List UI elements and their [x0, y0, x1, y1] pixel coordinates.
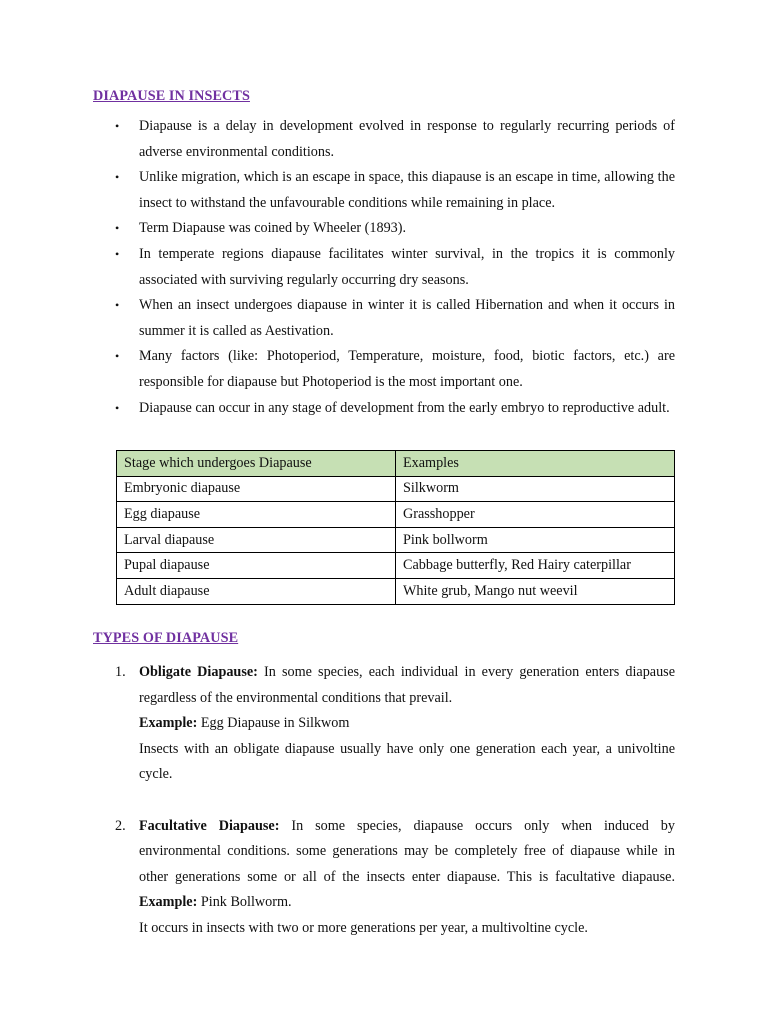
bullet-item: [93, 293, 675, 344]
table-cell-stage: Pupal diapause: [117, 553, 396, 579]
table-cell-example: White grub, Mango nut weevil: [396, 578, 675, 604]
bullet-text: Unlike migration, which is an escape in space, this diapause is an escape in time, allowing the insect to withstand the unfavourable conditions while remaining in place.: [139, 169, 675, 211]
table-cell-stage: Adult diapause: [117, 578, 396, 604]
table-row: [117, 527, 675, 553]
bullet-icon: •: [115, 119, 120, 133]
example-label: Example:: [139, 715, 198, 732]
type-title: Obligate Diapause:: [139, 664, 258, 680]
bullet-text: Many factors (like: Photoperiod, Temperature, moisture, food, biotic factors, etc.) are responsible for diapause but Photoperiod is the most important one.: [139, 348, 675, 390]
bullet-icon: •: [115, 170, 120, 185]
type-item-facultative: [93, 814, 675, 942]
type-text: In some species, diapause occurs only when induced by environmental conditions. some generations may be completely free of diapause while in other generations some or all of the insects enter diapause. This is facultative diapause.: [139, 817, 675, 885]
bullet-item: [93, 344, 675, 395]
table-row: [117, 476, 675, 502]
section-heading-types-of-diapause: TYPES OF DIAPAUSE: [93, 630, 239, 646]
bullet-text: Diapause is a delay in development evolved in response to regularly recurring periods of adverse environmental conditions.: [139, 118, 675, 160]
type-number: 2.: [115, 817, 126, 834]
bullet-icon: •: [115, 349, 120, 364]
example-text: Egg Diapause in Silkwom: [197, 715, 350, 732]
bullet-text: In temperate regions diapause facilitates winter survival, in the tropics it is commonly associated with surviving regularly occurring dry seasons.: [139, 245, 675, 288]
type-text: In some species, each individual in every generation enters diapause regardless of the environmental conditions that prevail.: [139, 664, 675, 706]
spacer: [93, 788, 675, 814]
section-heading-diapause-in-insects: DIAPAUSE IN INSECTS: [93, 88, 250, 104]
bullet-item: [93, 114, 675, 165]
bullet-item: [93, 216, 675, 242]
bullet-text: Diapause can occur in any stage of development from the early embryo to reproductive adult.: [139, 399, 670, 416]
table-header-examples: Examples: [396, 451, 675, 477]
bullet-item: [93, 396, 675, 422]
bullet-icon: •: [115, 400, 120, 415]
type-note: Insects with an obligate diapause usually have only one generation each year, a univoltine cycle.: [139, 740, 675, 783]
types-list: [93, 660, 675, 942]
bullet-icon: •: [115, 246, 120, 261]
bullet-item: [93, 165, 675, 216]
table-cell-stage: Egg diapause: [117, 502, 396, 528]
table-header-row: [117, 451, 675, 477]
table-header-stage: Stage which undergoes Diapause: [117, 451, 396, 477]
type-description: [139, 660, 675, 711]
table-cell-example: Grasshopper: [396, 502, 675, 528]
bullet-icon: •: [115, 221, 120, 236]
bullet-text: When an insect undergoes diapause in winter it is called Hibernation and when it occurs in summer it is called as Aestivation.: [139, 297, 675, 339]
bullet-item: [93, 242, 675, 293]
type-number: 1.: [115, 664, 126, 680]
type-description: [139, 814, 675, 916]
bullet-icon: •: [115, 298, 120, 313]
table-cell-stage: Larval diapause: [117, 527, 396, 553]
table-cell-stage: Embryonic diapause: [117, 476, 396, 502]
table-row: [117, 578, 675, 604]
table-row: [117, 502, 675, 528]
table-row: [117, 553, 675, 579]
example-text: Pink Bollworm.: [197, 894, 292, 911]
table-cell-example: Cabbage butterfly, Red Hairy caterpillar: [396, 553, 675, 579]
type-example: [139, 711, 675, 737]
table-cell-example: Silkworm: [396, 476, 675, 502]
diapause-stages-table: [116, 450, 675, 605]
type-title: Facultative Diapause:: [139, 817, 280, 834]
type-note: It occurs in insects with two or more generations per year, a multivoltine cycle.: [139, 919, 588, 936]
example-label: Example:: [139, 894, 198, 911]
type-item-obligate: [93, 660, 675, 788]
table-cell-example: Pink bollworm: [396, 527, 675, 553]
bullet-list: [93, 114, 675, 421]
bullet-text: Term Diapause was coined by Wheeler (1893).: [139, 220, 407, 237]
